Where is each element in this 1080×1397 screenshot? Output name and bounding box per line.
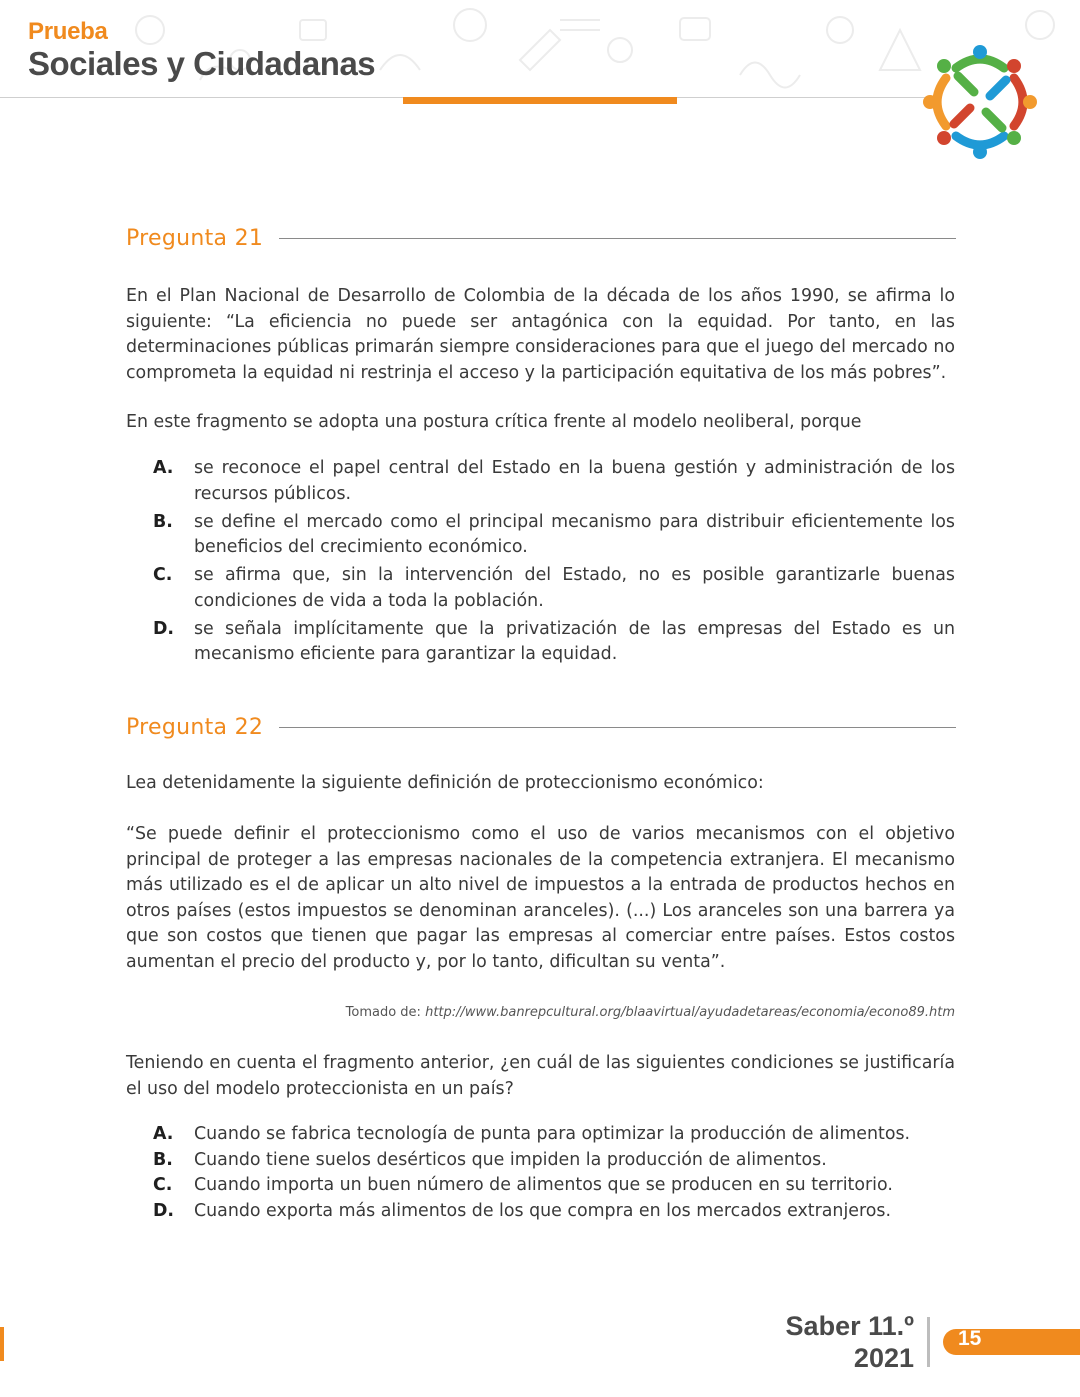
question-21-header bbox=[126, 221, 956, 255]
option-letter: D. bbox=[153, 1200, 175, 1221]
people-circle-logo-icon bbox=[918, 40, 1042, 164]
source-label: Tomado de: bbox=[345, 1005, 426, 1020]
option-letter: D. bbox=[153, 618, 175, 639]
question-22-option-d[interactable] bbox=[153, 1199, 955, 1225]
footer-left-accent bbox=[0, 1327, 4, 1361]
page-number: 15 bbox=[958, 1327, 982, 1350]
option-letter: A. bbox=[153, 458, 174, 478]
footer-brand-name: Saber 11.º bbox=[785, 1311, 914, 1341]
question-21-option-b[interactable] bbox=[153, 510, 955, 561]
header-accent-bar bbox=[403, 97, 677, 104]
question-21-prompt: En este fragmento se adopta una postura crítica frente al modelo neoliberal, porque bbox=[126, 412, 862, 432]
option-text: se señala implícitamente que la privatización de las empresas del Estado es un mecanismo eficiente para garantizar la equidad. bbox=[194, 618, 955, 664]
question-21-options bbox=[153, 456, 955, 670]
question-22-intro: Lea detenidamente la siguiente definición de proteccionismo económico: bbox=[126, 773, 764, 793]
option-text: Cuando tiene suelos desérticos que impiden la producción de alimentos. bbox=[194, 1149, 827, 1170]
question-21-title-rule bbox=[279, 238, 956, 239]
header-kicker: Prueba bbox=[28, 18, 108, 45]
option-letter: C. bbox=[153, 1175, 173, 1195]
header-title: Sociales y Ciudadanas bbox=[28, 45, 376, 82]
question-22-option-b[interactable] bbox=[153, 1148, 955, 1174]
option-text: se afirma que, sin la intervención del Estado, no es posible garantizarle buenas condiciones de vida a toda la población. bbox=[194, 565, 955, 611]
question-21-title: Pregunta 21 bbox=[126, 225, 264, 251]
option-letter: B. bbox=[153, 1149, 173, 1170]
question-22-source bbox=[126, 1005, 955, 1020]
option-text: se reconoce el papel central del Estado en la buena gestión y administración de los recursos públicos. bbox=[194, 458, 955, 504]
question-22-option-a[interactable] bbox=[153, 1122, 955, 1148]
footer-brand bbox=[786, 1310, 914, 1374]
option-text: Cuando importa un buen número de alimentos que se producen en su territorio. bbox=[194, 1175, 893, 1195]
question-22-title: Pregunta 22 bbox=[126, 714, 264, 740]
footer-separator bbox=[927, 1317, 930, 1367]
question-22-header bbox=[126, 710, 956, 744]
question-21-option-c[interactable] bbox=[153, 563, 955, 614]
footer-year: 2021 bbox=[853, 1343, 914, 1373]
option-letter: C. bbox=[153, 565, 173, 585]
option-text: se define el mercado como el principal mecanismo para distribuir eficientemente los beneficios del crecimiento económico. bbox=[194, 511, 955, 557]
option-text: Cuando exporta más alimentos de los que compra en los mercados extranjeros. bbox=[194, 1200, 891, 1221]
option-letter: B. bbox=[153, 511, 173, 532]
source-url: http://www.banrepcultural.org/blaavirtual/ayudadetareas/economia/econo89.htm bbox=[425, 1005, 955, 1020]
question-21-context: En el Plan Nacional de Desarrollo de Colombia de la década de los años 1990, se afirma lo siguiente: “La eficiencia no puede ser antagónica con la equidad. Por tanto, en las determinaciones públicas primarán siempre consideraciones para que el juego del mercado no comprometa la equidad ni restrinja el acceso y la participación equitativa de los más pobres”. bbox=[126, 286, 955, 383]
option-letter: A. bbox=[153, 1124, 174, 1144]
question-22-prompt: Teniendo en cuenta el fragmento anterior, ¿en cuál de las siguientes condiciones se justificaría el uso del modelo proteccionista en un país? bbox=[126, 1053, 955, 1099]
question-21-option-a[interactable] bbox=[153, 456, 955, 507]
option-text: Cuando se fabrica tecnología de punta para optimizar la producción de alimentos. bbox=[194, 1124, 911, 1144]
question-22-title-rule bbox=[279, 727, 956, 728]
question-22-quote: “Se puede definir el proteccionismo como el uso de varios mecanismos con el objetivo principal de proteger a las empresas nacionales de la competencia extranjera. El mecanismo más utilizado es el de aplicar un alto nivel de impuestos a la entrada de productos hechos en otros países (estos impuestos se denominan aranceles). (...) Los aranceles son una barrera ya que son costos que tienen que pagar las empresas al comerciar entre países. Estos costos aumentan el precio del producto y, por lo tanto, dificultan su venta”. bbox=[126, 824, 955, 972]
question-22-options bbox=[153, 1122, 955, 1224]
question-22-option-c[interactable] bbox=[153, 1173, 955, 1199]
question-21-option-d[interactable] bbox=[153, 617, 955, 668]
